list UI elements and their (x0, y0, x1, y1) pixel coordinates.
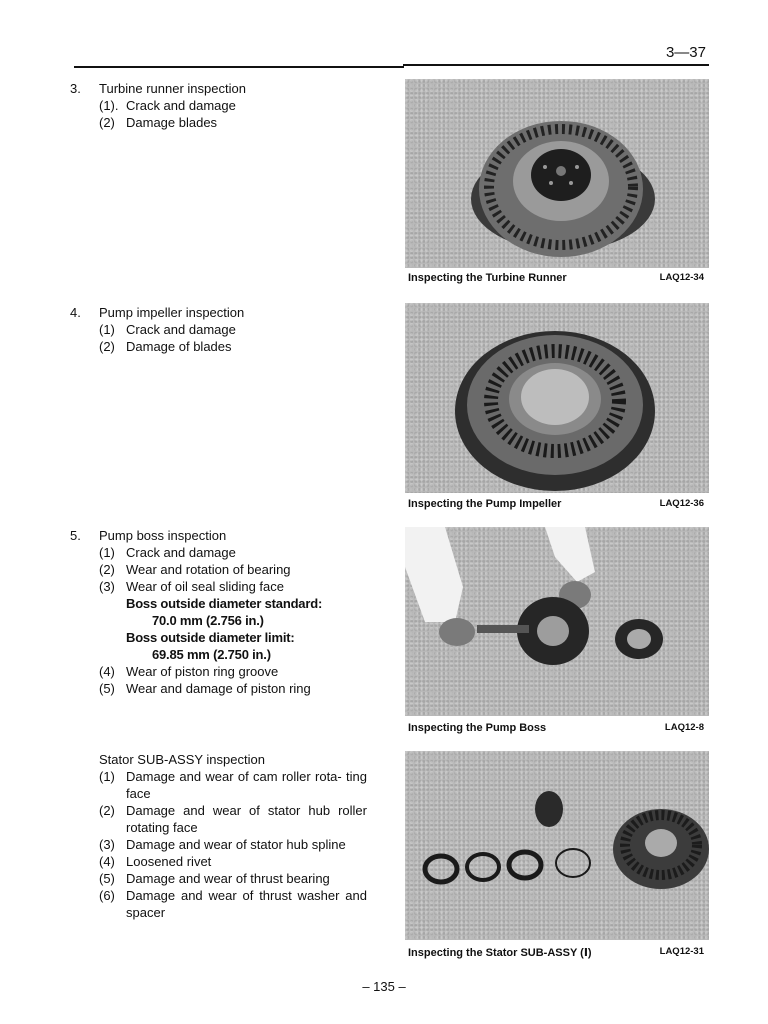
section-number: 5. (70, 528, 81, 543)
caption-text: Inspecting the Stator SUB-ASSY (Ⅰ) (408, 947, 592, 959)
section-pump-boss (70, 527, 370, 697)
list-item: (4) Loosened rivet (99, 854, 212, 869)
list-item: (2) Damage and wear of stator hub roller rotating face (99, 803, 367, 835)
section-title: Pump boss inspection (99, 528, 227, 543)
page-number: 3—37 (665, 44, 706, 61)
section-stator-sub-assy (70, 751, 370, 921)
list-item: (1) Damage and wear of cam roller rota- ting face (99, 769, 367, 801)
caption-text: Inspecting the Pump Boss (408, 722, 547, 734)
pump-boss-illustration (405, 527, 709, 716)
spec-label: Boss outside diameter standard: (126, 596, 323, 611)
header-rule-right (403, 64, 709, 66)
list-item: (5) Damage and wear of thrust bearing (99, 871, 330, 886)
pump-impeller-photo (405, 303, 709, 493)
turbine-runner-illustration (405, 79, 709, 268)
list-item: (2) Wear and rotation of bearing (99, 562, 291, 577)
spec-value: 70.0 mm (2.756 in.) (152, 613, 264, 628)
section-number: 4. (70, 305, 81, 320)
list-item: (2) Damage of blades (99, 339, 232, 354)
pump-impeller-illustration (405, 303, 709, 493)
figure-code: LAQ12-34 (659, 272, 704, 283)
list-item: (1) Crack and damage (99, 322, 236, 337)
figure-caption (408, 946, 706, 959)
section-pump-impeller (70, 304, 370, 355)
section-number: 3. (70, 81, 81, 96)
section-number (70, 751, 99, 768)
caption-text: Inspecting the Pump Impeller (408, 498, 562, 510)
list-item: (6) Damage and wear of thrust washer and spacer (99, 888, 367, 920)
list-item: (3) Wear of oil seal sliding face (99, 579, 285, 594)
list-item: (1) Crack and damage (99, 545, 236, 560)
stator-sub-assy-illustration (405, 751, 709, 940)
section-title: Stator SUB-ASSY inspection (99, 752, 265, 767)
pump-boss-photo (405, 527, 709, 716)
figure-caption (408, 498, 706, 510)
caption-text: Inspecting the Turbine Runner (408, 272, 567, 284)
spec-value: 69.85 mm (2.750 in.) (152, 647, 271, 662)
section-turbine-runner (70, 80, 370, 131)
list-item: (3) Damage and wear of stator hub spline (99, 837, 346, 852)
list-item: (2) Damage blades (99, 115, 218, 130)
figure-code: LAQ12-36 (659, 498, 704, 509)
turbine-runner-photo (405, 79, 709, 268)
list-item: (5) Wear and damage of piston ring (99, 681, 311, 696)
figure-caption (408, 272, 706, 284)
list-item: (1). Crack and damage (99, 98, 236, 113)
section-title: Pump impeller inspection (99, 305, 245, 320)
spec-label: Boss outside diameter limit: (126, 630, 295, 645)
page-footer-number: – 135 – (362, 979, 406, 994)
figure-code: LAQ12-8 (664, 722, 704, 733)
list-item: (4) Wear of piston ring groove (99, 664, 279, 679)
stator-sub-assy-photo (405, 751, 709, 940)
header-rule-left (74, 66, 404, 68)
figure-caption (408, 722, 706, 734)
figure-code: LAQ12-31 (659, 946, 704, 957)
section-title: Turbine runner inspection (99, 81, 246, 96)
